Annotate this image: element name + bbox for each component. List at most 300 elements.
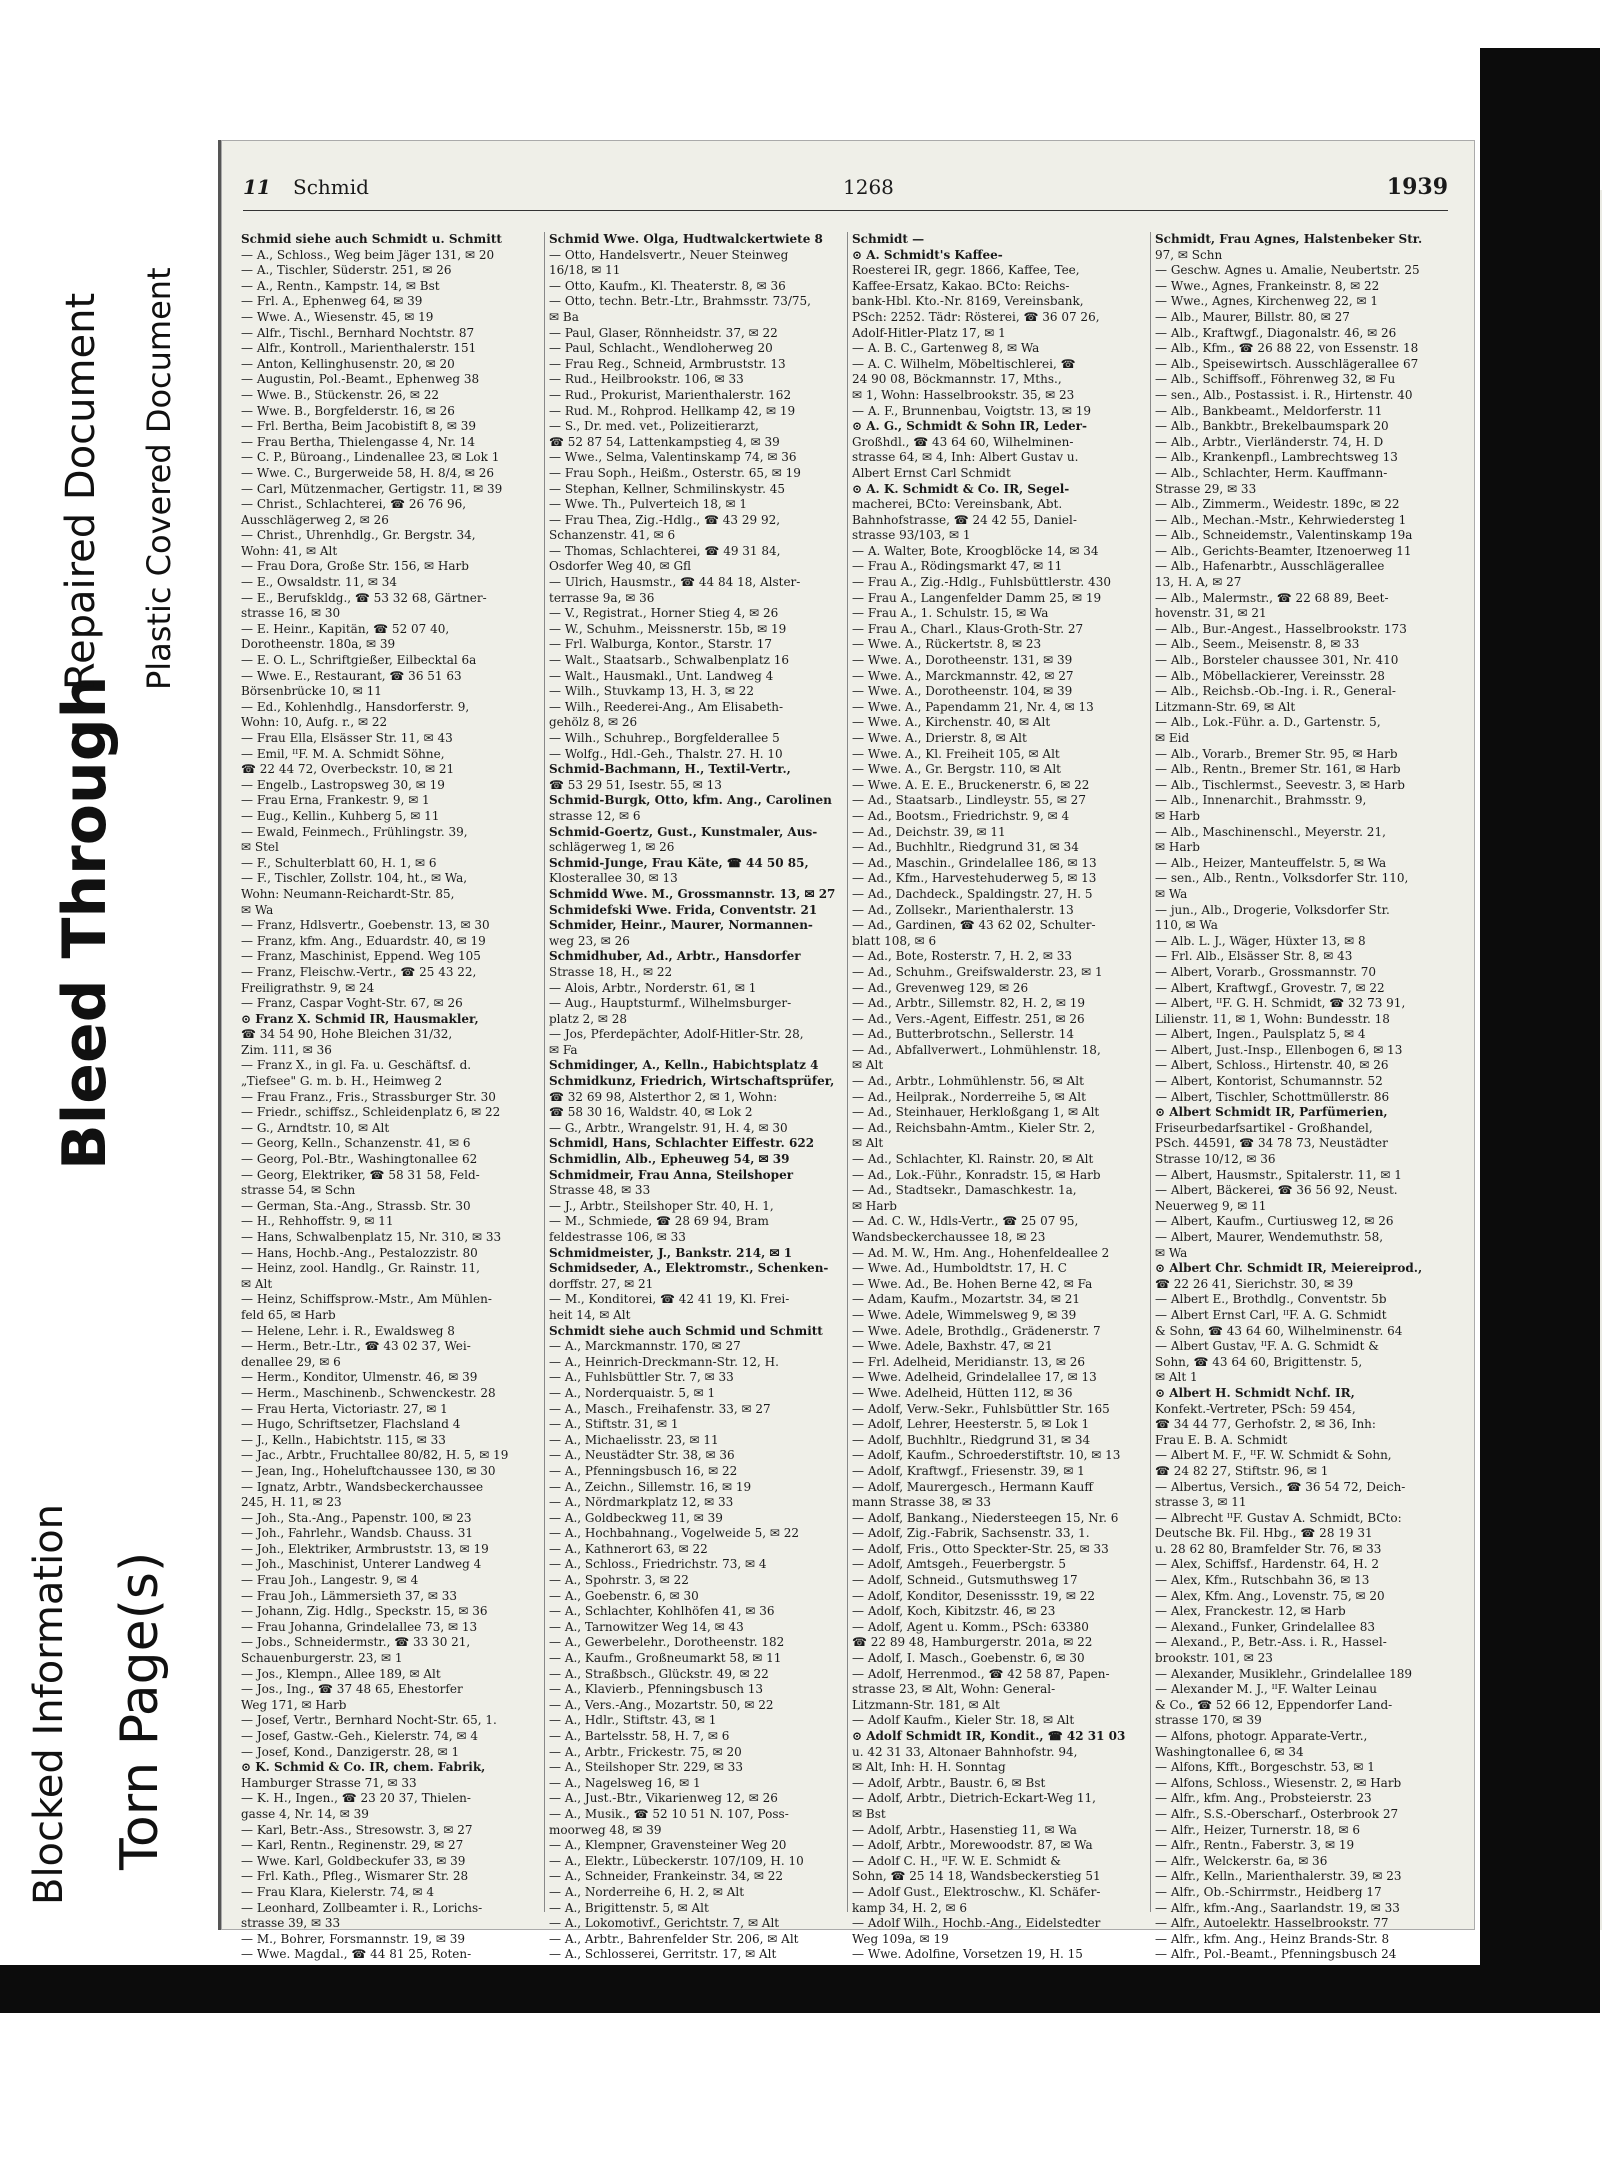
directory-entry: Schmid-Junge, Frau Käte, ☎ 44 50 85, [549, 855, 809, 870]
directory-entry: — Adolf, Arbtr., Hasenstieg 11, ✉ Wa [852, 1822, 1077, 1837]
directory-entry: denallee 29, ✉ 6 [241, 1354, 341, 1369]
directory-entry: — A., Zeichn., Sillemstr. 16, ✉ 19 [549, 1479, 752, 1494]
directory-entry: — Alex, Franckestr. 12, ✉ Harb [1155, 1604, 1346, 1619]
directory-entry: ✉ Harb [1155, 808, 1200, 823]
directory-entry: — Frau Reg., Schneid, Armbruststr. 13 [549, 356, 786, 371]
directory-entry: — Albert, Kontorist, Schumannstr. 52 [1155, 1074, 1383, 1089]
directory-entry: — Jobs., Schneidermstr., ☎ 33 30 21, [241, 1635, 471, 1650]
directory-entry: — Joh., Sta.-Ang., Papenstr. 100, ✉ 23 [241, 1510, 472, 1525]
directory-entry: Schmider, Heinr., Maurer, Normannen- [549, 918, 813, 933]
directory-entry: — Alb., Krankenpfl., Lambrechtsweg 13 [1155, 450, 1398, 465]
directory-entry: Neuerweg 9, ✉ 11 [1155, 1198, 1267, 1213]
directory-entry: — Alb., Bur.-Angest., Hasselbrookstr. 173 [1155, 621, 1407, 636]
page-header [243, 174, 1448, 211]
directory-entry: — M., Bohrer, Forsmannstr. 19, ✉ 39 [241, 1931, 466, 1946]
directory-entry: — A., Klempner, Gravensteiner Weg 20 [549, 1838, 787, 1853]
directory-entry: — Franz, Hdlsvertr., Goebenstr. 13, ✉ 30 [241, 918, 490, 933]
directory-entry: — A., Stiftstr. 31, ✉ 1 [549, 1417, 679, 1432]
directory-entry: bank-Hbl. Kto.-Nr. 8169, Vereinsbank, [852, 294, 1084, 309]
directory-entry: — Albert, Vorarb., Grossmannstr. 70 [1155, 964, 1376, 979]
directory-entry: — Albrecht ᴵᴵF. Gustav A. Schmidt, BCto: [1155, 1510, 1402, 1525]
directory-entry: ☎ 32 69 98, Alsterthor 2, ✉ 1, Wohn: [549, 1089, 778, 1104]
directory-entry: — Josef, Kond., Danzigerstr. 28, ✉ 1 [241, 1744, 460, 1759]
directory-entry: — Albert, Ingen., Paulsplatz 5, ✉ 4 [1155, 1027, 1366, 1042]
directory-entry: — Wwe. A., Dorotheenstr. 131, ✉ 39 [852, 653, 1073, 668]
directory-entry: ☎ 22 44 72, Overbeckstr. 10, ✉ 21 [241, 762, 455, 777]
directory-entry: — Albert, Maurer, Wendemuthstr. 58, [1155, 1230, 1384, 1244]
directory-entry: — Alfr., Kelln., Marienthalerstr. 39, ✉ 23 [1155, 1869, 1402, 1884]
directory-entry: Ausschlägerweg 2, ✉ 26 [241, 512, 389, 527]
directory-entry: strasse 39, ✉ 33 [241, 1916, 341, 1931]
directory-entry: 16/18, ✉ 11 [549, 263, 621, 278]
directory-entry: — K. H., Ingen., ☎ 23 20 37, Thielen- [241, 1791, 471, 1806]
directory-entry: — sen., Alb., Rentn., Volksdorfer Str. 110, [1155, 871, 1409, 886]
directory-entry: — Alb., Vorarb., Bremer Str. 95, ✉ Harb [1155, 746, 1398, 761]
directory-entry: — A., Marckmannstr. 170, ✉ 27 [549, 1339, 741, 1354]
directory-entry: heit 14, ✉ Alt [549, 1307, 631, 1322]
directory-entry: ✉ Bst [852, 1806, 886, 1821]
directory-entry: — Ad., Heilprak., Norderreihe 5, ✉ Alt [852, 1089, 1086, 1104]
directory-entry: — A., Tischler, Süderstr. 251, ✉ 26 [241, 263, 452, 278]
directory-entry: — Frl. Adelheid, Meridianstr. 13, ✉ 26 [852, 1354, 1086, 1369]
directory-entry: — Albert, Just.-Insp., Ellenbogen 6, ✉ 13 [1155, 1042, 1403, 1057]
directory-entry: — Adolf, Buchhltr., Riedgrund 31, ✉ 34 [852, 1432, 1091, 1447]
directory-entry: — Alex, Kfm., Rutschbahn 36, ✉ 13 [1155, 1573, 1370, 1588]
directory-entry: — Rud. M., Rohprod. Hellkamp 42, ✉ 19 [549, 403, 796, 418]
directory-entry: — Aug., Hauptsturmf., Wilhelmsburger- [549, 996, 792, 1011]
directory-entry: — Helene, Lehr. i. R., Ewaldsweg 8 [241, 1323, 455, 1338]
column-2 [544, 232, 836, 1962]
directory-entry: — Alb., Kfm., ☎ 26 88 22, von Essenstr. 18 [1155, 341, 1419, 356]
column-1 [241, 232, 531, 1962]
directory-entry: — G., Arbtr., Wrangelstr. 91, H. 4, ✉ 30 [549, 1120, 788, 1135]
directory-entry: — A., Steilshoper Str. 229, ✉ 33 [549, 1760, 743, 1775]
directory-entry: Großhdl., ☎ 43 64 60, Wilhelminen- [852, 434, 1074, 449]
directory-entry: ✉ Eid [1155, 731, 1190, 745]
directory-entry: — Hugo, Schriftsetzer, Flachsland 4 [241, 1417, 461, 1432]
directory-entry: — Ad., Arbtr., Sillemstr. 82, H. 2, ✉ 19 [852, 996, 1086, 1011]
directory-entry: — Wwe. Magdal., ☎ 44 81 25, Roten- [241, 1947, 472, 1962]
directory-entry: ⊙ Adolf Schmidt IR, Kondit., ☎ 42 31 03 [852, 1729, 1126, 1743]
directory-page [218, 140, 1475, 1962]
directory-entry: — Otto, Handelsvertr., Neuer Steinweg [549, 247, 789, 262]
directory-entry: brookstr. 101, ✉ 23 [1155, 1651, 1273, 1666]
directory-entry: — Alfons, Schloss., Wiesenstr. 2, ✉ Harb [1155, 1775, 1402, 1790]
directory-entry: — Adolf, Kaufm., Schroederstiftstr. 10, ✉ 13 [852, 1448, 1121, 1463]
directory-entry: — Herm., Betr.-Ltr., ☎ 43 02 37, Wei- [241, 1339, 471, 1354]
directory-entry: — jun., Alb., Drogerie, Volksdorfer Str. [1155, 902, 1390, 917]
directory-entry: — Wwe., Agnes, Kirchenweg 22, ✉ 1 [1155, 294, 1379, 309]
directory-entry: u. 28 62 80, Bramfelder Str. 76, ✉ 33 [1155, 1541, 1382, 1556]
directory-entry: Schmid siehe auch Schmidt u. Schmitt [241, 232, 502, 246]
directory-entry: — A., Hochbahnang., Vogelweide 5, ✉ 22 [549, 1526, 799, 1541]
directory-entry: Schmidkunz, Friedrich, Wirtschaftsprüfer, [549, 1074, 835, 1089]
directory-entry: — Adolf, Bankang., Niedersteegen 15, Nr. 6 [852, 1510, 1119, 1525]
directory-entry: — Frau A., Zig.-Hdlg., Fuhlsbüttlerstr. 430 [852, 575, 1111, 590]
directory-entry: — Rud., Prokurist, Marienthalerstr. 162 [549, 387, 792, 402]
directory-entry: — A., Tarnowitzer Weg 14, ✉ 43 [549, 1619, 744, 1634]
directory-entry: — M., Konditorei, ☎ 42 41 19, Kl. Frei- [549, 1292, 790, 1307]
directory-entry: Schmidl, Hans, Schlachter Eiffestr. 622 [549, 1136, 815, 1151]
directory-entry: Schmidseder, A., Elektromstr., Schenken- [549, 1261, 829, 1276]
directory-entry: strasse 12, ✉ 6 [549, 808, 641, 823]
directory-entry: — Frau Johanna, Grindelallee 73, ✉ 13 [241, 1619, 478, 1634]
directory-entry: — C. P., Büroang., Lindenallee 23, ✉ Lok 1 [241, 450, 500, 465]
directory-entry: — Geschw. Agnes u. Amalie, Neubertstr. 25 [1155, 263, 1420, 278]
directory-entry: ✉ Alt [241, 1276, 273, 1291]
directory-entry: — Alfr., S.S.-Oberscharf., Osterbrook 27 [1155, 1806, 1399, 1821]
directory-entry: — Alb., Maurer, Billstr. 80, ✉ 27 [1155, 309, 1350, 324]
directory-entry: Albert Ernst Carl Schmidt [852, 465, 1011, 480]
directory-entry: — Ad., Deichstr. 39, ✉ 11 [852, 824, 1006, 839]
directory-entry: — Wilh., Schuhrep., Borgfelderallee 5 [549, 731, 780, 745]
directory-entry: — German, Sta.-Ang., Strassb. Str. 30 [241, 1198, 471, 1213]
directory-entry: — Alexand., P., Betr.-Ass. i. R., Hassel- [1155, 1635, 1387, 1650]
directory-entry: — Franz X., in gl. Fa. u. Geschäftsf. d. [241, 1058, 472, 1073]
directory-entry: — Wwe. C., Burgerweide 58, H. 8/4, ✉ 26 [241, 465, 495, 480]
directory-entry: — Paul, Schlacht., Wendloherweg 20 [549, 341, 773, 356]
directory-entry: — Stephan, Kellner, Schmilinskystr. 45 [549, 481, 785, 496]
directory-entry: Adolf-Hitler-Platz 17, ✉ 1 [852, 325, 1006, 340]
directory-entry: — Rud., Heilbrookstr. 106, ✉ 33 [549, 372, 744, 387]
directory-entry: ⊙ A. K. Schmidt & Co. IR, Segel- [852, 481, 1070, 496]
directory-entry: — A., Hdlr., Stiftstr. 43, ✉ 1 [549, 1713, 717, 1728]
directory-entry: Wohn: 41, ✉ Alt [241, 543, 338, 558]
directory-entry: — Frau A., Charl., Klaus-Groth-Str. 27 [852, 621, 1084, 636]
directory-entry: Strasse 48, ✉ 33 [549, 1183, 651, 1198]
directory-entry: 110, ✉ Wa [1155, 918, 1218, 933]
directory-entry: — Frau Franz., Fris., Strassburger Str. 30 [241, 1089, 496, 1104]
directory-entry: ✉ Fa [549, 1042, 578, 1057]
directory-entry: Schmidd Wwe. M., Grossmannstr. 13, ✉ 27 [549, 886, 836, 901]
directory-entry: — Alfr., kfm.-Ang., Saarlandstr. 19, ✉ 33 [1155, 1900, 1400, 1915]
directory-entry: ✉ Alt 1 [1155, 1370, 1198, 1385]
directory-entry: — Ad., Buchhltr., Riedgrund 31, ✉ 34 [852, 840, 1079, 855]
directory-entry: Frau E. B. A. Schmidt [1155, 1432, 1288, 1447]
column-4 [1150, 232, 1455, 1962]
directory-entry: — E., Berufskldg., ☎ 53 32 68, Gärtner- [241, 590, 487, 605]
directory-entry: — Frau Erna, Frankestr. 9, ✉ 1 [241, 793, 430, 808]
directory-entry: — Alfr., Tischl., Bernhard Nochtstr. 87 [241, 325, 475, 340]
directory-entry: — F., Schulterblatt 60, H. 1, ✉ 6 [241, 855, 437, 870]
directory-entry: — Joh., Maschinist, Unterer Landweg 4 [241, 1557, 482, 1572]
directory-entry: — Engelb., Lastropsweg 30, ✉ 19 [241, 777, 445, 792]
directory-entry: — Alb., Maschinenschl., Meyerstr. 21, [1155, 824, 1386, 839]
directory-entry: — A., Gewerbelehr., Dorotheenstr. 182 [549, 1635, 785, 1650]
directory-entry: — Karl, Rentn., Reginenstr. 29, ✉ 27 [241, 1838, 464, 1853]
directory-entry: Schmid-Bachmann, H., Textil-Vertr., [549, 762, 791, 777]
directory-entry: — Hans, Hochb.-Ang., Pestalozzistr. 80 [241, 1245, 478, 1260]
directory-entry: — Alfons, photogr. Apparate-Vertr., [1155, 1729, 1368, 1743]
directory-entry: — A., Elektr., Lübeckerstr. 107/109, H. 10 [549, 1853, 804, 1868]
directory-entry: Litzmann-Str. 181, ✉ Alt [852, 1697, 1000, 1712]
directory-entry: Schmid-Goertz, Gust., Kunstmaler, Aus- [549, 824, 818, 839]
directory-entry: — Alb., Kraftwgf., Diagonalstr. 46, ✉ 26 [1155, 325, 1397, 340]
directory-entry: Schmidt — [852, 232, 925, 246]
directory-entry: — A., Arbtr., Bahrenfelder Str. 206, ✉ Alt [549, 1931, 799, 1946]
directory-entry: Schmid Wwe. Olga, Hudtwalckertwiete 8 [549, 232, 823, 246]
directory-entry: — Wwe. Ad., Humboldtstr. 17, H. C [852, 1261, 1067, 1276]
scan-border-bottom [0, 1965, 1600, 2013]
directory-entry: — A., Nördmarkplatz 12, ✉ 33 [549, 1495, 734, 1510]
directory-entry: — Wwe. B., Borgfelderstr. 16, ✉ 26 [241, 403, 455, 418]
directory-entry: strasse 16, ✉ 30 [241, 606, 341, 621]
directory-entry: — Frl. Walburga, Kontor., Starstr. 17 [549, 637, 772, 652]
directory-entry: moorweg 48, ✉ 39 [549, 1822, 662, 1837]
directory-entry: — Alfr., Welckerstr. 6a, ✉ 36 [1155, 1853, 1328, 1868]
directory-entry: ✉ 1, Wohn: Hasselbrookstr. 35, ✉ 23 [852, 387, 1075, 402]
directory-entry: — Wwe. Adelheid, Hütten 112, ✉ 36 [852, 1385, 1073, 1400]
directory-entry: — Adolf, Arbtr., Baustr. 6, ✉ Bst [852, 1775, 1046, 1790]
directory-entry: — Herm., Maschinenb., Schwenckestr. 28 [241, 1385, 496, 1400]
directory-entry: Wandsbeckerchaussee 18, ✉ 23 [852, 1230, 1046, 1244]
directory-entry: — Albert M. F., ᴵᴵF. W. Schmidt & Sohn, [1155, 1448, 1392, 1463]
directory-entry: — Alb., Speisewirtsch. Ausschlägerallee 67 [1155, 356, 1419, 371]
directory-entry: mann Strasse 38, ✉ 33 [852, 1495, 992, 1510]
directory-entry: — A., Lokomotivf., Gerichtstr. 7, ✉ Alt [549, 1916, 780, 1931]
page-year: 1939 [1386, 174, 1448, 200]
directory-entry: ✉ Alt [852, 1058, 884, 1073]
directory-entry: Schmidt, Frau Agnes, Halstenbeker Str. [1155, 232, 1423, 246]
directory-entry: — A., Nagelsweg 16, ✉ 1 [549, 1775, 701, 1790]
entry-columns [241, 232, 1453, 1962]
directory-entry: — A., Goldbeckweg 11, ✉ 39 [549, 1510, 723, 1525]
directory-entry: — Paul, Glaser, Rönnheidstr. 37, ✉ 22 [549, 325, 778, 340]
directory-entry: — Alb., Seem., Meisenstr. 8, ✉ 33 [1155, 637, 1360, 652]
page-title: Schmid [293, 175, 369, 199]
directory-entry: Schmidmeir, Frau Anna, Steilshoper [549, 1167, 794, 1182]
directory-entry: — Wwe. Th., Pulverteich 18, ✉ 1 [549, 497, 748, 512]
directory-entry: — Adolf, Kraftwgf., Friesenstr. 39, ✉ 1 [852, 1463, 1085, 1478]
directory-entry: — Frau Joh., Langestr. 9, ✉ 4 [241, 1573, 419, 1588]
directory-entry: — Adolf, Herrenmod., ☎ 42 58 87, Papen- [852, 1666, 1110, 1681]
directory-entry: — Alb., Möbellackierer, Vereinsstr. 28 [1155, 668, 1385, 683]
directory-entry: — Ad., Maschin., Grindelallee 186, ✉ 13 [852, 855, 1097, 870]
directory-entry: — A. C. Wilhelm, Möbeltischlerei, ☎ [852, 356, 1076, 371]
directory-entry: ✉ Wa [241, 902, 274, 917]
directory-entry: — A., Schloss., Weg beim Jäger 131, ✉ 20 [241, 247, 495, 262]
directory-entry: — Frau Ella, Elsässer Str. 11, ✉ 43 [241, 731, 453, 745]
directory-entry: Deutsche Bk. Fil. Hbg., ☎ 28 19 31 [1155, 1526, 1373, 1541]
directory-entry: — Frl. Alb., Elsässer Str. 8, ✉ 43 [1155, 949, 1353, 964]
directory-entry: — Alb., Arbtr., Vierländerstr. 74, H. D [1155, 434, 1384, 449]
directory-entry: — A., Neustädter Str. 38, ✉ 36 [549, 1448, 735, 1463]
directory-entry: Weg 109a, ✉ 19 [852, 1931, 949, 1946]
directory-entry: — Wwe. Adele, Brothdlg., Grädenerstr. 7 [852, 1323, 1101, 1338]
directory-entry: & Co., ☎ 52 66 12, Eppendorfer Land- [1155, 1697, 1393, 1712]
directory-entry: — Wwe. Adele, Wimmelsweg 9, ✉ 39 [852, 1307, 1077, 1322]
directory-entry: — Alois, Arbtr., Norderstr. 61, ✉ 1 [549, 980, 757, 995]
directory-entry: — Wwe. A. E. E., Bruckenerstr. 6, ✉ 22 [852, 777, 1090, 792]
directory-entry: — Alfr., kfm. Ang., Probsteierstr. 23 [1155, 1791, 1372, 1806]
directory-entry: Schmidlin, Alb., Epheuweg 54, ✉ 39 [549, 1152, 790, 1167]
directory-entry: — Adolf, Koch, Kibitzstr. 46, ✉ 23 [852, 1604, 1056, 1619]
directory-entry: — Georg, Kelln., Schanzenstr. 41, ✉ 6 [241, 1136, 471, 1151]
directory-entry: — Walt., Hausmakl., Unt. Landweg 4 [549, 668, 774, 683]
directory-entry: gehölz 8, ✉ 26 [549, 715, 638, 730]
directory-entry: — Frau Joh., Lämmersieth 37, ✉ 33 [241, 1588, 457, 1603]
directory-entry: — Heinz, zool. Handlg., Gr. Rainstr. 11, [241, 1261, 480, 1276]
directory-entry: — Wwe. B., Stückenstr. 26, ✉ 22 [241, 387, 440, 402]
directory-entry: dorffstr. 27, ✉ 21 [549, 1276, 654, 1291]
directory-entry: — Alb., Malermstr., ☎ 22 68 89, Beet- [1155, 590, 1389, 605]
directory-entry: — A., Kathnerort 63, ✉ 22 [549, 1541, 708, 1556]
directory-entry: 245, H. 11, ✉ 23 [241, 1495, 342, 1510]
directory-entry: — Albert, Bäckerei, ☎ 36 56 92, Neust. [1155, 1183, 1398, 1198]
directory-entry: — Alb. L. J., Wäger, Hüxter 13, ✉ 8 [1155, 933, 1366, 948]
directory-entry: ✉ Alt [852, 1136, 884, 1151]
directory-entry: — A., Goebenstr. 6, ✉ 30 [549, 1588, 699, 1603]
directory-entry: — Frau Bertha, Thielengasse 4, Nr. 14 [241, 434, 476, 449]
directory-entry: — Adolf, Arbtr., Dietrich-Eckart-Weg 11, [852, 1791, 1096, 1806]
directory-entry: — Wilh., Stuvkamp 13, H. 3, ✉ 22 [549, 684, 755, 699]
label-bleed-through: Bleed Through [50, 675, 120, 1170]
directory-entry: & Sohn, ☎ 43 64 60, Wilhelminenstr. 64 [1155, 1323, 1403, 1338]
directory-entry: — Ad., Reichsbahn-Amtm., Kieler Str. 2, [852, 1120, 1096, 1135]
directory-entry: ☎ 58 30 16, Waldstr. 40, ✉ Lok 2 [549, 1105, 753, 1120]
directory-entry: — Adolf, Amtsgeh., Feuerbergstr. 5 [852, 1557, 1067, 1572]
directory-entry: u. 42 31 33, Altonaer Bahnhofstr. 94, [852, 1744, 1078, 1759]
directory-entry: — Anton, Kellinghusenstr. 20, ✉ 20 [241, 356, 455, 371]
directory-entry: — Alfr., Rentn., Faberstr. 3, ✉ 19 [1155, 1838, 1355, 1853]
directory-entry: — Ad. C. W., Hdls-Vertr., ☎ 25 07 95, [852, 1214, 1079, 1229]
directory-entry: — Ad., Abfallverwert., Lohmühlenstr. 18, [852, 1042, 1101, 1057]
directory-entry: 97, ✉ Schn [1155, 247, 1223, 262]
directory-entry: — Georg, Pol.-Btr., Washingtonallee 62 [241, 1152, 478, 1167]
directory-entry: — Albertus, Versich., ☎ 36 54 72, Deich- [1155, 1479, 1406, 1494]
directory-entry: ☎ 22 26 41, Sierichstr. 30, ✉ 39 [1155, 1276, 1354, 1291]
directory-entry: — Ad., Schuhm., Greifswalderstr. 23, ✉ 1 [852, 964, 1103, 979]
directory-entry: Strasse 18, H., ✉ 22 [549, 964, 673, 979]
directory-entry: — Frl. Bertha, Beim Jacobistift 8, ✉ 39 [241, 419, 477, 434]
directory-entry: — Wwe. A., Kirchenstr. 40, ✉ Alt [852, 715, 1051, 730]
directory-entry: Zim. 111, ✉ 36 [241, 1042, 332, 1057]
directory-entry: — Wilh., Reederei-Ang., Am Elisabeth- [549, 699, 784, 714]
directory-entry: — Leonhard, Zollbeamter i. R., Lorichs- [241, 1900, 483, 1915]
directory-entry: — Alb., Zimmerm., Weidestr. 189c, ✉ 22 [1155, 497, 1400, 512]
directory-entry: ⊙ Albert Schmidt IR, Parfümerien, [1155, 1105, 1388, 1120]
directory-entry: — Wwe., Agnes, Frankeinstr. 8, ✉ 22 [1155, 278, 1380, 293]
directory-entry: — E. O. L., Schriftgießer, Eilbecktal 6a [241, 653, 477, 668]
directory-entry: — Ad., Schlachter, Kl. Rainstr. 20, ✉ Alt [852, 1152, 1094, 1167]
directory-entry: — S., Dr. med. vet., Polizeitierarzt, [549, 419, 759, 434]
directory-entry: — F., Tischler, Zollstr. 104, ht., ✉ Wa, [241, 871, 468, 886]
directory-entry: — Alb., Lok.-Führ. a. D., Gartenstr. 5, [1155, 715, 1381, 730]
directory-entry: — Adolf, Fris., Otto Speckter-Str. 25, ✉ 33 [852, 1541, 1109, 1556]
directory-entry: — Ad., Gardinen, ☎ 43 62 02, Schulter- [852, 918, 1096, 933]
directory-entry: ☎ 53 29 51, Isestr. 55, ✉ 13 [549, 777, 722, 792]
directory-entry: Schmid-Burgk, Otto, kfm. Ang., Carolinen [549, 793, 832, 808]
directory-entry: — A. B. C., Gartenweg 8, ✉ Wa [852, 341, 1040, 356]
directory-entry: blatt 108, ✉ 6 [852, 933, 937, 948]
directory-entry: Bahnhofstrasse, ☎ 24 42 55, Daniel- [852, 512, 1077, 527]
directory-entry: — A., Schloss., Friedrichstr. 73, ✉ 4 [549, 1557, 767, 1572]
directory-entry: — Alb., Rentn., Bremer Str. 161, ✉ Harb [1155, 762, 1401, 777]
directory-entry: — A., Norderreihe 6, H. 2, ✉ Alt [549, 1884, 745, 1899]
directory-entry: — Frau A., Langenfelder Damm 25, ✉ 19 [852, 590, 1102, 605]
directory-entry: — Albert Ernst Carl, ᴵᴵF. A. G. Schmidt [1155, 1307, 1387, 1322]
directory-entry: feld 65, ✉ Harb [241, 1307, 336, 1322]
directory-entry: — Alfr., Heizer, Turnerstr. 18, ✉ 6 [1155, 1822, 1360, 1837]
directory-entry: — J., Arbtr., Steilshoper Str. 40, H. 1, [549, 1198, 774, 1213]
directory-entry: — Wolfg., Hdl.-Geh., Thalstr. 27. H. 10 [549, 746, 783, 761]
directory-entry: ⊙ K. Schmid & Co. IR, chem. Fabrik, [241, 1760, 486, 1775]
directory-entry: — Ad., Staatsarb., Lindleystr. 55, ✉ 27 [852, 793, 1086, 808]
directory-entry: — A., Michaelisstr. 23, ✉ 11 [549, 1432, 719, 1447]
directory-entry: — Wwe. E., Restaurant, ☎ 36 51 63 [241, 668, 462, 683]
directory-entry: — Albert, Kraftwgf., Grovestr. 7, ✉ 22 [1155, 980, 1385, 995]
directory-entry: — A., Just.-Btr., Vikarienweg 12, ✉ 26 [549, 1791, 778, 1806]
directory-entry: Klosterallee 30, ✉ 13 [549, 871, 678, 886]
directory-entry: strasse 23, ✉ Alt, Wohn: General- [852, 1682, 1056, 1697]
directory-entry: ⊙ Albert H. Schmidt Nchf. IR, [1155, 1385, 1355, 1400]
directory-entry: — A., Musik., ☎ 52 10 51 N. 107, Poss- [549, 1806, 789, 1821]
directory-entry: — Frau Thea, Zig.-Hdlg., ☎ 43 29 92, [549, 512, 781, 527]
directory-entry: — Emil, ᴵᴵF. M. A. Schmidt Söhne, [241, 746, 445, 761]
directory-entry: Washingtonallee 6, ✉ 34 [1155, 1744, 1304, 1759]
label-plastic-covered-document: Plastic Covered Document [140, 267, 178, 690]
directory-entry: — Adolf Gust., Elektroschw., Kl. Schäfer- [852, 1884, 1101, 1899]
directory-entry: — Albert Gustav, ᴵᴵF. A. G. Schmidt & [1155, 1339, 1379, 1354]
directory-entry: — Alb., Bankbtr., Brekelbaumspark 20 [1155, 419, 1389, 434]
directory-entry: — Ad., Grevenweg 129, ✉ 26 [852, 980, 1029, 995]
label-torn-pages: Torn Page(s) [110, 1551, 170, 1870]
directory-entry: — Friedr., schiffsz., Schleidenplatz 6, ✉ 22 [241, 1105, 501, 1120]
directory-entry: — A., Spohrstr. 3, ✉ 22 [549, 1573, 689, 1588]
directory-entry: Kaffee-Ersatz, Kakao. BCto: Reichs- [852, 278, 1070, 293]
directory-entry: — A., Brigittenstr. 5, ✉ Alt [549, 1900, 709, 1915]
directory-entry: — Ad., Lok.-Führ., Konradstr. 15, ✉ Harb [852, 1167, 1101, 1182]
directory-entry: — Jos, Pferdepächter, Adolf-Hitler-Str. 28, [549, 1027, 804, 1042]
directory-entry: — Ad., Vers.-Agent, Eiffestr. 251, ✉ 26 [852, 1011, 1085, 1026]
label-blocked-information: Blocked Information [26, 1503, 72, 1905]
directory-entry: — Ad., Kfm., Harvestehuderweg 5, ✉ 13 [852, 871, 1097, 886]
directory-entry: ☎ 34 54 90, Hohe Bleichen 31/32, [241, 1027, 453, 1042]
directory-entry: — Alb., Heizer, Manteuffelstr. 5, ✉ Wa [1155, 855, 1387, 870]
directory-entry: — A., Bartelsstr. 58, H. 7, ✉ 6 [549, 1729, 730, 1743]
directory-entry: — A., Masch., Freihafenstr. 33, ✉ 27 [549, 1401, 771, 1416]
directory-entry: — Alexand., Funker, Grindelallee 83 [1155, 1619, 1376, 1634]
directory-entry: — Adolf, Agent u. Komm., PSch: 63380 [852, 1619, 1089, 1634]
directory-entry: — A., Pfenningsbusch 16, ✉ 22 [549, 1463, 738, 1478]
directory-entry: kamp 34, H. 2, ✉ 6 [852, 1900, 968, 1915]
directory-entry: Hamburger Strasse 71, ✉ 33 [241, 1775, 417, 1790]
directory-entry: „Tiefsee" G. m. b. H., Heimweg 2 [241, 1074, 443, 1089]
directory-entry: — Ad., Bote, Rosterstr. 7, H. 2, ✉ 33 [852, 949, 1073, 964]
directory-entry: — Christ., Uhrenhdlg., Gr. Bergstr. 34, [241, 528, 476, 543]
directory-entry: — Otto, techn. Betr.-Ltr., Brahmsstr. 73/75, [549, 294, 811, 309]
directory-entry: — Georg, Elektriker, ☎ 58 31 58, Feld- [241, 1167, 480, 1182]
directory-entry: — A., Rentn., Kampstr. 14, ✉ Bst [241, 278, 440, 293]
directory-entry: — Adolf Kaufm., Kieler Str. 18, ✉ Alt [852, 1713, 1075, 1728]
directory-entry: — Albert, Schloss., Hirtenstr. 40, ✉ 26 [1155, 1058, 1389, 1073]
directory-entry: — A. Walter, Bote, Kroogblöcke 14, ✉ 34 [852, 543, 1099, 558]
directory-entry: strasse 3, ✉ 11 [1155, 1495, 1247, 1510]
directory-entry: — Josef, Vertr., Bernhard Nocht-Str. 65, 1. [241, 1713, 497, 1728]
directory-entry: — Ad., Stadtsekr., Damaschkestr. 1a, [852, 1183, 1077, 1198]
directory-entry: ☎ 34 44 77, Gerhofstr. 2, ✉ 36, Inh: [1155, 1417, 1376, 1432]
directory-entry: — Alb., Mechan.-Mstr., Kehrwiedersteg 1 [1155, 512, 1407, 527]
directory-entry: ✉ Wa [1155, 1245, 1188, 1260]
directory-entry: — Albert, Hausmstr., Spitalerstr. 11, ✉ 1 [1155, 1167, 1402, 1182]
directory-entry: — A., Schlosserei, Gerritstr. 17, ✉ Alt [549, 1947, 777, 1962]
directory-entry: — Alb., Schlachter, Herm. Kauffmann- [1155, 465, 1388, 480]
directory-entry: — Alb., Schneidemstr., Valentinskamp 19a [1155, 528, 1413, 543]
directory-entry: schlägerweg 1, ✉ 26 [549, 840, 675, 855]
directory-entry: — Ad., Arbtr., Lohmühlenstr. 56, ✉ Alt [852, 1074, 1084, 1089]
directory-entry: — Adolf, Maurergesch., Hermann Kauff [852, 1479, 1093, 1494]
directory-entry: — A., Arbtr., Frickestr. 75, ✉ 20 [549, 1744, 742, 1759]
